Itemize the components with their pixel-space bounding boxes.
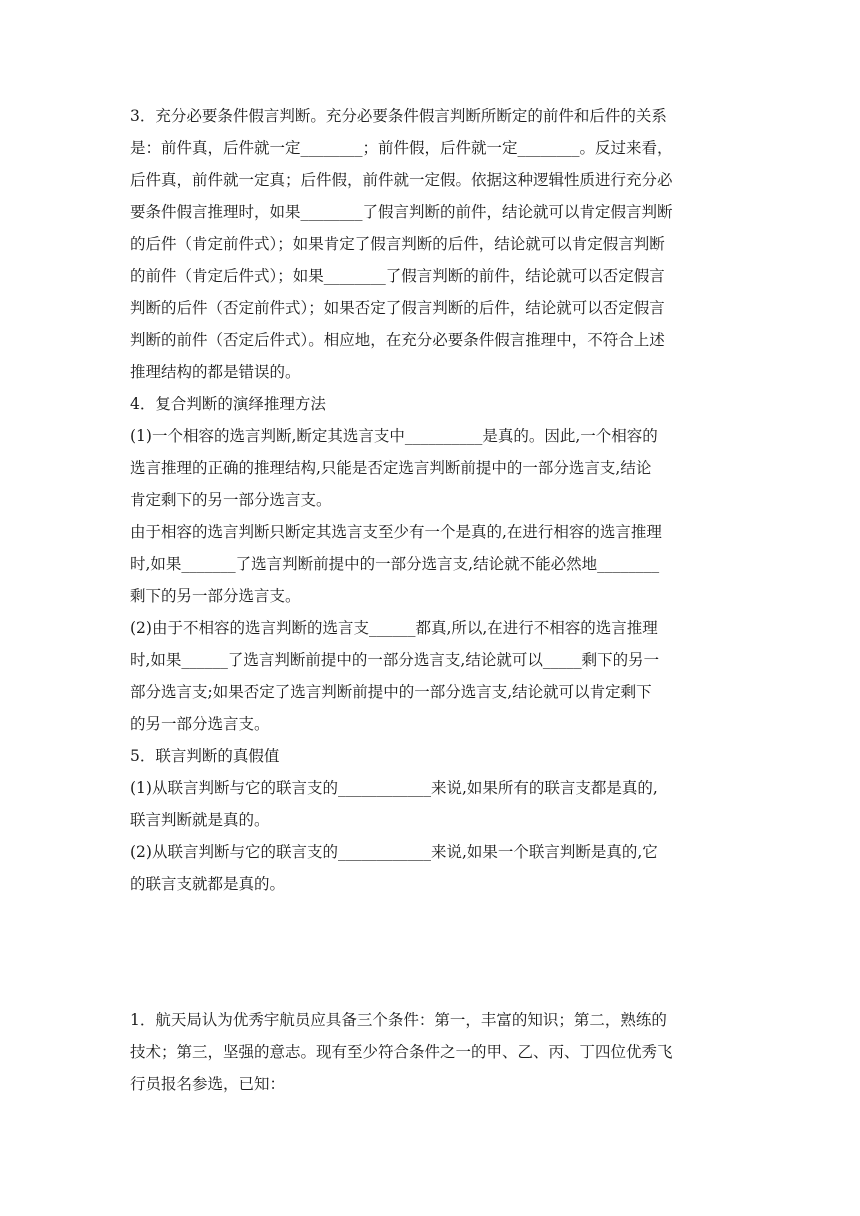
question-1 <box>130 1004 730 1100</box>
text-line: 肯定剩下的另一部分选言支。 <box>130 491 332 509</box>
section-5 <box>130 740 730 900</box>
text-line: (1)一个相容的选言判断,断定其选言支中__________是真的。因此,一个相容的 <box>130 427 658 445</box>
text-line: (1)从联言判断与它的联言支的____________来说,如果所有的联言支都是真的, <box>130 779 658 797</box>
text-line: 剩下的另一部分选言支。 <box>130 587 301 605</box>
section-5-heading: 5．联言判断的真假值 <box>130 747 280 765</box>
text-line: 技术；第三，坚强的意志。现有至少符合条件之一的甲、乙、丙、丁四位优秀飞 <box>130 1043 673 1061</box>
text-line: 联言判断就是真的。 <box>130 811 270 829</box>
text-line: 时,如果______了选言判断前提中的一部分选言支,结论就可以_____剩下的另一 <box>130 651 660 669</box>
text-line: 的另一部分选言支。 <box>130 715 270 733</box>
text-line: 是：前件真，后件就一定________；前件假，后件就一定________。反过来看， <box>130 139 673 157</box>
text-line: 的后件（肯定前件式）；如果肯定了假言判断的后件，结论就可以肯定假言判断 <box>130 235 665 253</box>
text-line: 后件真，前件就一定真；后件假，前件就一定假。依据这种逻辑性质进行充分必 <box>130 171 673 189</box>
text-line: 的联言支就都是真的。 <box>130 875 286 893</box>
text-line: 部分选言支;如果否定了选言判断前提中的一部分选言支,结论就可以肯定剩下 <box>130 683 652 701</box>
text-line: 推理结构的都是错误的。 <box>130 363 301 381</box>
text-line: 的前件（肯定后件式）；如果________了假言判断的前件，结论就可以否定假言 <box>130 267 665 285</box>
text-line: 要条件假言推理时，如果________了假言判断的前件，结论就可以肯定假言判断 <box>130 203 673 221</box>
text-line: 判断的后件（否定前件式）；如果否定了假言判断的后件，结论就可以否定假言 <box>130 299 665 317</box>
text-line: (2)由于不相容的选言判断的选言支______都真,所以,在进行不相容的选言推理 <box>130 619 658 637</box>
text-line: 由于相容的选言判断只断定其选言支至少有一个是真的,在进行相容的选言推理 <box>130 523 662 541</box>
text-line: (2)从联言判断与它的联言支的____________来说,如果一个联言判断是真的,它 <box>130 843 658 861</box>
text-line: 选言推理的正确的推理结构,只能是否定选言判断前提中的一部分选言支,结论 <box>130 459 652 477</box>
text-line: 行员报名参选，已知： <box>130 1075 286 1093</box>
text-line: 1．航天局认为优秀宇航员应具备三个条件：第一，丰富的知识；第二，熟练的 <box>130 1011 667 1029</box>
text-line: 判断的前件（否定后件式）。相应地，在充分必要条件假言推理中，不符合上述 <box>130 331 665 349</box>
text-line: 3．充分必要条件假言判断。充分必要条件假言判断所断定的前件和后件的关系 <box>130 107 667 125</box>
section-4-heading: 4．复合判断的演绎推理方法 <box>130 395 326 413</box>
text-line: 时,如果_______了选言判断前提中的一部分选言支,结论就不能必然地________ <box>130 555 660 573</box>
section-4 <box>130 388 730 740</box>
section-3-paragraph <box>130 100 730 388</box>
